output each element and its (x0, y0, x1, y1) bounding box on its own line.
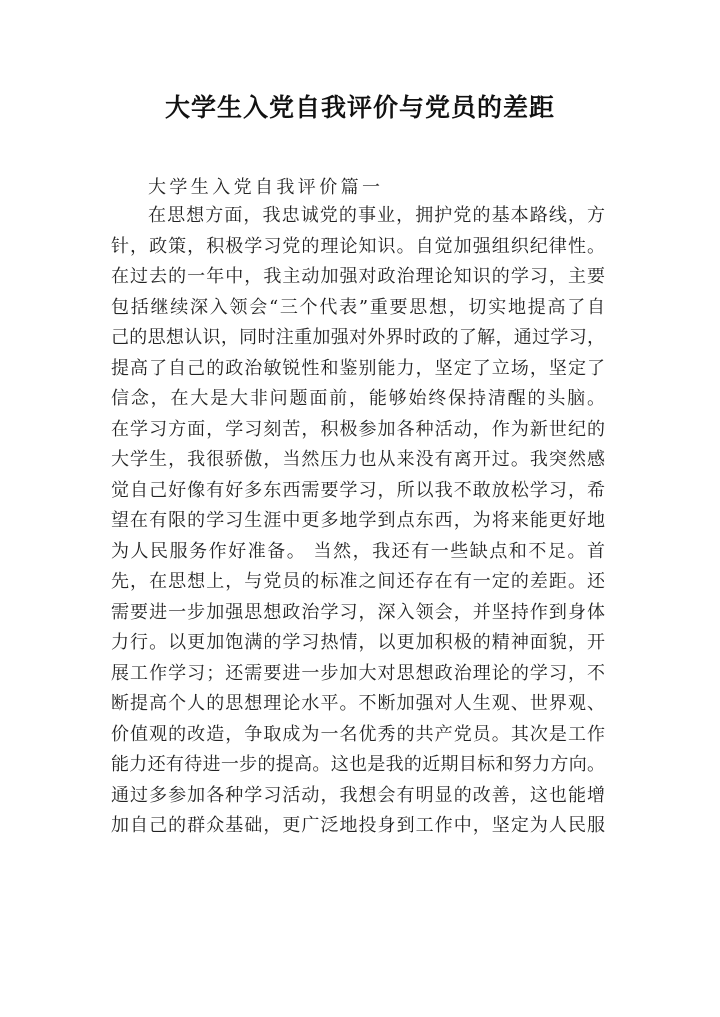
text-line: 在思想方面，我忠诚党的事业，拥护党的基本路线，方 (148, 205, 605, 226)
text-line: 大学生，我很骄傲，当然压力也从来没有离开过。我突然感 (111, 449, 605, 470)
text-line: 信念，在大是大非问题面前，能够始终保持清醒的头脑。 (111, 388, 605, 409)
text-line: 在学习方面，学习刻苦，积极参加各种活动，作为新世纪的 (111, 418, 605, 440)
text-line: 提高了自己的政治敏锐性和鉴别能力，坚定了立场，坚定了 (111, 357, 605, 379)
text-line: 觉自己好像有好多东西需要学习，所以我不敢放松学习，希 (111, 479, 605, 501)
section-heading: 大学生入党自我评价篇一 (148, 177, 384, 198)
text-line: 价值观的改造，争取成为一名优秀的共产党员。其次是工作 (111, 723, 605, 745)
document-title: 大学生入党自我评价与党员的差距 (164, 93, 555, 122)
text-line: 断提高个人的思想理论水平。不断加强对人生观、世界观、 (111, 693, 605, 714)
text-line: 通过多参加各种学习活动，我想会有明显的改善，这也能增 (111, 784, 605, 806)
text-line: 针，政策，积极学习党的理论知识。自觉加强组织纪律性。 (111, 235, 605, 257)
text-line: 己的思想认识，同时注重加强对外界时政的了解，通过学习， (111, 327, 605, 348)
text-line: 在过去的一年中，我主动加强对政治理论知识的学习，主要 (111, 266, 605, 287)
text-line: 展工作学习；还需要进一步加大对思想政治理论的学习，不 (111, 662, 605, 684)
text-line: 需要进一步加强思想政治学习，深入领会，并坚持作到身体 (111, 601, 605, 623)
text-line: 包括继续深入领会“三个代表”重要思想，切实地提高了自 (111, 296, 605, 318)
text-line: 先，在思想上，与党员的标准之间还存在有一定的差距。还 (111, 571, 605, 592)
text-line: 力行。以更加饱满的学习热情，以更加积极的精神面貌，开 (111, 632, 605, 653)
body-text (111, 201, 605, 842)
text-line: 为人民服务作好准备。 当然，我还有一些缺点和不足。首 (111, 540, 605, 562)
text-line: 望在有限的学习生涯中更多地学到点东西，为将来能更好地 (111, 510, 605, 531)
text-line: 能力还有待进一步的提高。这也是我的近期目标和努力方向。 (111, 754, 605, 775)
text-line: 加自己的群众基础，更广泛地投身到工作中，坚定为人民服 (111, 815, 605, 836)
